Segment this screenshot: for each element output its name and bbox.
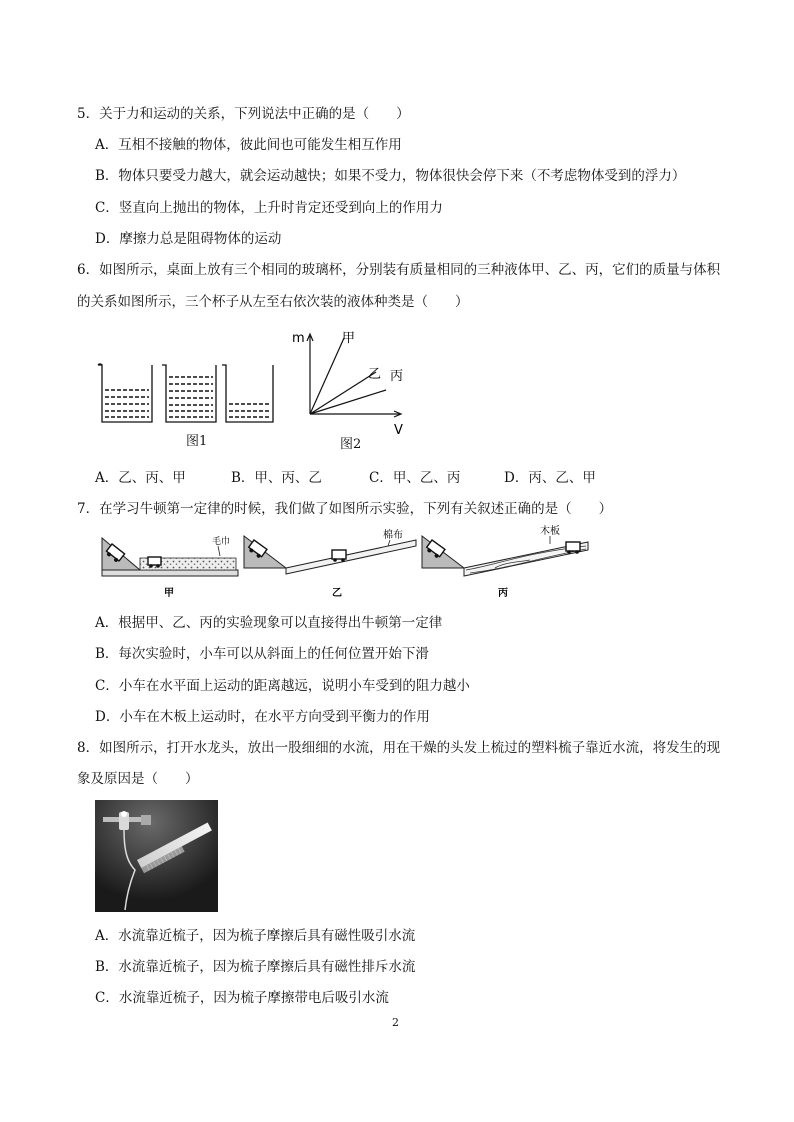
label-bing: 丙 <box>390 369 404 384</box>
q6-figure1-caption: 图1 <box>186 434 208 449</box>
q7-option-a: A．根据甲、乙、丙的实验现象可以直接得出牛顿第一定律 <box>95 615 443 631</box>
axis-m-label: m <box>292 331 305 346</box>
q5-option-c: C．竖直向上抛出的物体，上升时肯定还受到向上的作用力 <box>95 200 443 216</box>
q8-stem-line1: 8．如图所示，打开水龙头，放出一股细细的水流，用在干燥的头发上梳过的塑料梳子靠近水流，将发生的现 <box>77 740 721 756</box>
surface-label-towel: 毛巾 <box>212 537 231 547</box>
q5-option-b: B．物体只要受力越大，就会运动越快；如果不受力，物体很快会停下来（不考虑物体受到的浮力） <box>95 168 686 184</box>
q7-option-b: B．每次实验时，小车可以从斜面上的任何位置开始下滑 <box>95 646 429 662</box>
surface-label-wood: 木板 <box>540 526 560 537</box>
axis-v-label: V <box>394 423 403 437</box>
label-jia: 甲 <box>342 331 356 346</box>
q8-option-a: A．水流靠近梳子，因为梳子摩擦后具有磁性吸引水流 <box>95 928 416 944</box>
caption-yi: 乙 <box>332 588 342 599</box>
q6-stem-line2: 的关系如图所示，三个杯子从左至右依次装的液体种类是（ ） <box>77 294 469 310</box>
q6-figure2-graph <box>288 322 418 437</box>
q6-option-b: B．甲、丙、乙 <box>231 470 322 486</box>
page-number: 2 <box>392 1016 399 1029</box>
q6-option-d: D．丙、乙、甲 <box>504 470 596 486</box>
caption-jia: 甲 <box>164 588 174 599</box>
q6-option-a: A．乙、丙、甲 <box>95 470 186 486</box>
line-bing <box>310 390 386 414</box>
q6-figure1-cups <box>95 360 275 430</box>
q5-option-a: A．互相不接触的物体，彼此间也可能发生相互作用 <box>95 137 402 153</box>
q7-experiment-figure <box>100 524 595 606</box>
q8-option-b: B．水流靠近梳子，因为梳子摩擦后具有磁性排斥水流 <box>95 959 416 975</box>
q6-figure2-caption: 图2 <box>340 437 362 452</box>
panel-jia <box>102 535 238 576</box>
q8-faucet-comb-photo <box>95 800 218 912</box>
surface-label-cotton: 棉布 <box>383 530 403 541</box>
q5-option-d: D．摩擦力总是阻碍物体的运动 <box>95 231 282 247</box>
q6-option-c: C．甲、乙、丙 <box>369 470 461 486</box>
q8-stem-line2: 象及原因是（ ） <box>77 771 199 787</box>
q7-stem: 7．在学习牛顿第一定律的时候，我们做了如图所示实验，下列有关叙述正确的是（ ） <box>77 501 613 517</box>
label-yi: 乙 <box>368 367 382 382</box>
q6-stem-line1: 6．如图所示，桌面上放有三个相同的玻璃杯，分别装有质量相同的三种液体甲、乙、丙，它们的质量与体积 <box>77 262 721 278</box>
q7-option-d: D．小车在木板上运动时，在水平方向受到平衡力的作用 <box>95 709 430 725</box>
panel-bing <box>422 524 588 576</box>
q5-stem: 5．关于力和运动的关系，下列说法中正确的是（ ） <box>77 106 410 122</box>
caption-bing: 丙 <box>498 588 508 599</box>
q7-option-c: C．小车在水平面上运动的距离越远，说明小车受到的阻力越小 <box>95 678 470 694</box>
panel-yi <box>244 528 416 574</box>
q8-option-c: C．水流靠近梳子，因为梳子摩擦带电后吸引水流 <box>95 990 389 1006</box>
